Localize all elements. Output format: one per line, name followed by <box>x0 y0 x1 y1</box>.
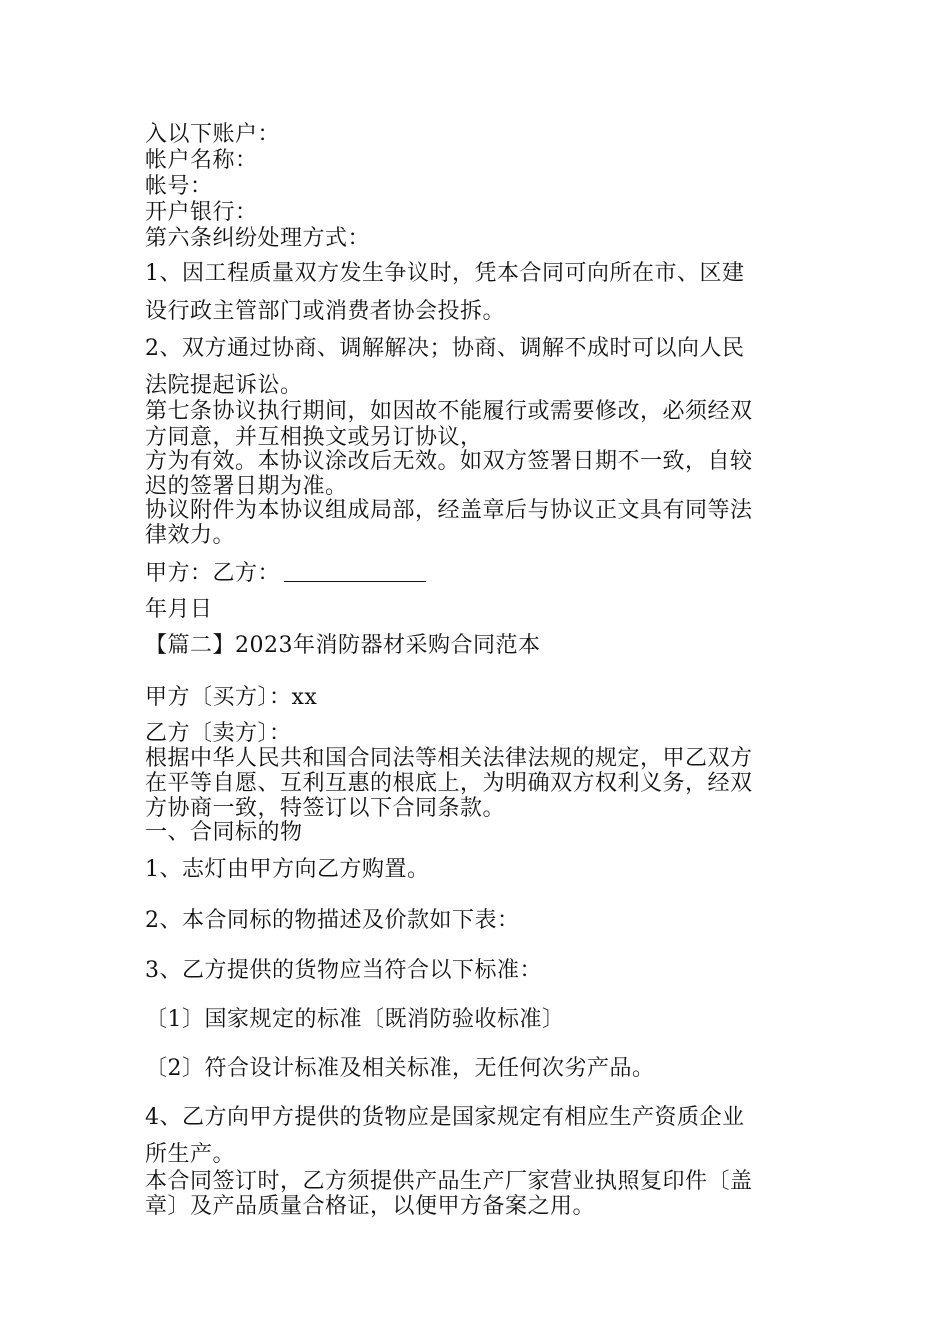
text-line: 4、乙方向甲方提供的货物应是国家规定有相应生产资质企业 <box>145 1105 745 1130</box>
text-line: 协议附件为本协议组成局部，经盖章后与协议正文具有同等法 <box>145 498 753 523</box>
text-line: 入以下账户： <box>145 122 281 147</box>
text-line: 律效力。 <box>145 523 236 548</box>
section-title: 【篇二】2023年消防器材采购合同范本 <box>145 633 541 658</box>
text-line: 3、乙方提供的货物应当符合以下标准： <box>145 958 542 983</box>
text-line: 帐户名称： <box>145 148 258 173</box>
text-line: 1、志灯由甲方向乙方购置。 <box>145 857 430 882</box>
text-line: 第七条协议执行期间，如因故不能履行或需要修改，必须经双 <box>145 399 753 424</box>
text-line: 2、双方通过协商、调解解决；协商、调解不成时可以向人民 <box>145 336 745 361</box>
text-line: 〔1〕国家规定的标准〔既消防验收标准〕 <box>145 1007 565 1032</box>
date-line: 年月日 <box>145 597 213 622</box>
text-line: 方协商一致，特签订以下合同条款。 <box>145 796 506 821</box>
text-line: 甲方〔买方〕：xx <box>145 685 318 710</box>
text-line: 根据中华人民共和国合同法等相关法律法规的规定，甲乙双方 <box>145 746 753 771</box>
text-line: 开户银行： <box>145 200 258 225</box>
text-line: 本合同签订时，乙方须提供产品生产厂家营业执照复印件〔盖 <box>145 1169 753 1194</box>
text-line: 2、本合同标的物描述及价款如下表： <box>145 908 520 933</box>
text-line: 所生产。 <box>145 1142 236 1167</box>
text-line: 方同意，并互相换文或另订协议， <box>145 425 483 450</box>
text-line: 一、合同标的物 <box>145 820 303 845</box>
signature-line <box>145 561 426 587</box>
text-line: 章〕及产品质量合格证，以便甲方备案之用。 <box>145 1194 596 1219</box>
text-line: 1、因工程质量双方发生争议时，凭本合同可向所在市、区建 <box>145 261 745 286</box>
text-line: 帐号： <box>145 174 213 199</box>
text-line: 方为有效。本协议涂改后无效。如双方签署日期不一致，自较 <box>145 449 753 474</box>
text-line: 设行政主管部门或消费者协会投拆。 <box>145 299 506 324</box>
signature-blank <box>284 561 426 582</box>
text-line: 〔2〕符合设计标准及相关标准，无任何次劣产品。 <box>145 1056 655 1081</box>
text-line: 第六条纠纷处理方式： <box>145 226 371 251</box>
signature-parties: 甲方：乙方： <box>145 561 281 586</box>
text-line: 法院提起诉讼。 <box>145 373 303 398</box>
text-line: 乙方〔卖方〕： <box>145 721 292 746</box>
text-line: 迟的签署日期为准。 <box>145 474 348 499</box>
text-line: 在平等自愿、互利互惠的根底上，为明确双方权利义务，经双 <box>145 771 753 796</box>
